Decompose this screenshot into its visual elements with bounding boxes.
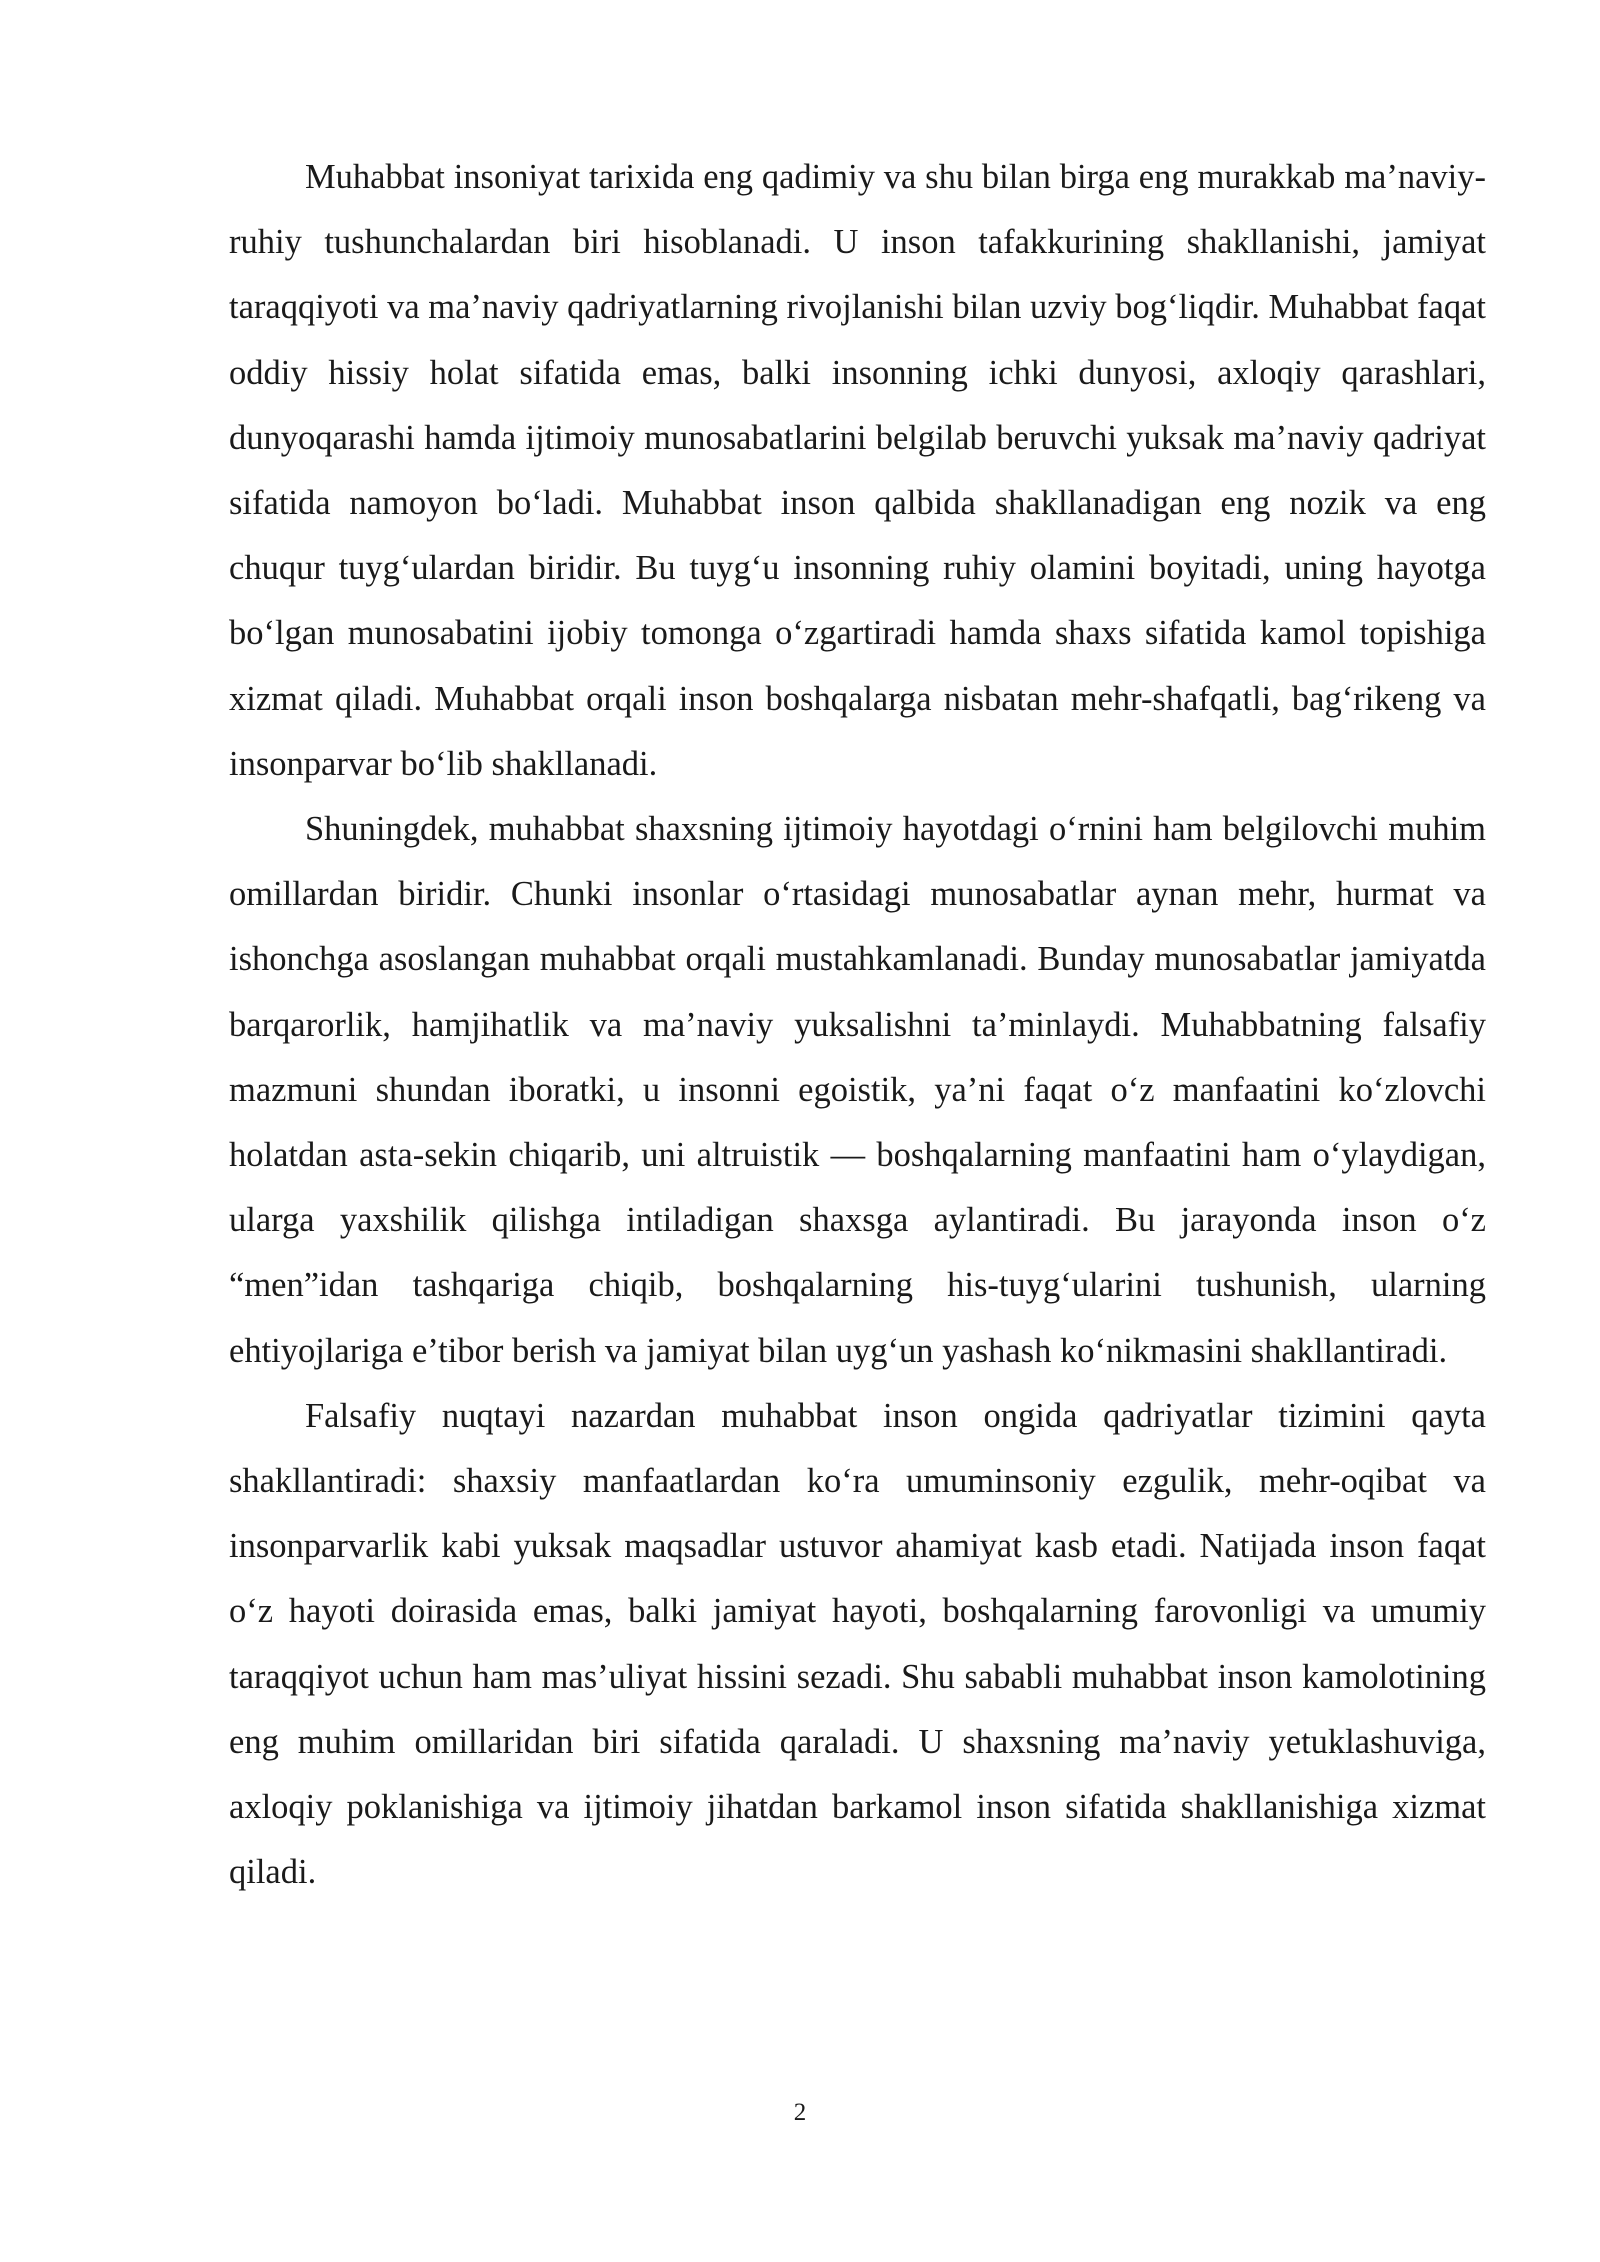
paragraph-1: Muhabbat insoniyat tarixida eng qadimiy va shu bilan birga eng murakkab ma’naviy-ruhiy tushunchalardan biri hisoblanadi. U inson tafakkurining shakllanishi, jamiyat taraqqiyoti va ma’naviy qadriyatlarning rivojlanishi bilan uzviy bog‘liqdir. Muhabbat faqat oddiy hissiy holat sifatida emas, balki insonning ichki dunyosi, axloqiy qarashlari, dunyoqarashi hamda ijtimoiy munosabatlarini belgilab beruvchi yuksak ma’naviy qadriyat sifatida namoyon bo‘ladi. Muhabbat inson qalbida shakllanadigan eng nozik va eng chuqur tuyg‘ulardan biridir. Bu tuyg‘u insonning ruhiy olamini boyitadi, uning hayotga bo‘lgan munosabatini ijobiy tomonga o‘zgartiradi hamda shaxs sifatida kamol topishiga xizmat qiladi. Muhabbat orqali inson boshqalarga nisbatan mehr-shafqatli, bag‘rikeng va insonparvar bo‘lib shakllanadi. xyxy=(229,158,1487,783)
paragraph-3: Falsafiy nuqtayi nazardan muhabbat inson ongida qadriyatlar tizimini qayta shakllantiradi: shaxsiy manfaatlardan ko‘ra umuminsoniy ezgulik, mehr-oqibat va insonparvarlik kabi yuksak maqsadlar ustuvor ahamiyat kasb etadi. Natijada inson faqat o‘z hayoti doirasida emas, balki jamiyat hayoti, boshqalarning farovonligi va umumiy taraqqiyot uchun ham mas’uliyat hissini sezadi. Shu sababli muhabbat inson kamolotining eng muhim omillaridan biri sifatida qaraladi. U shaxsning ma’naviy yetuklashuviga, axloqiy poklanishiga va ijtimoiy jihatdan barkamol inson sifatida shakllanishiga xizmat qiladi. xyxy=(229,1396,1486,1892)
paragraph-2: Shuningdek, muhabbat shaxsning ijtimoiy hayotdagi o‘rnini ham belgilovchi muhim omillardan biridir. Chunki insonlar o‘rtasidagi munosabatlar aynan mehr, hurmat va ishonchga asoslangan muhabbat orqali mustahkamlanadi. Bunday munosabatlar jamiyatda barqarorlik, hamjihatlik va ma’naviy yuksalishni ta’minlaydi. Muhabbatning falsafiy mazmuni shundan iboratki, u insonni egoistik, ya’ni faqat o‘z manfaatini ko‘zlovchi holatdan asta-sekin chiqarib, uni altruistik — boshqalarning manfaatini ham o‘ylaydigan, ularga yaxshilik qilishga intiladigan shaxsga aylantiradi. Bu jarayonda inson o‘z “men”idan tashqariga chiqib, boshqalarning his-tuyg‘ularini tushunish, ularning ehtiyojlariga e’tibor berish va jamiyat bilan uyg‘un yashash ko‘nikmasini shakllantiradi. xyxy=(229,810,1486,1370)
page-number: 2 xyxy=(793,2099,807,2126)
body-text xyxy=(229,145,1486,1905)
